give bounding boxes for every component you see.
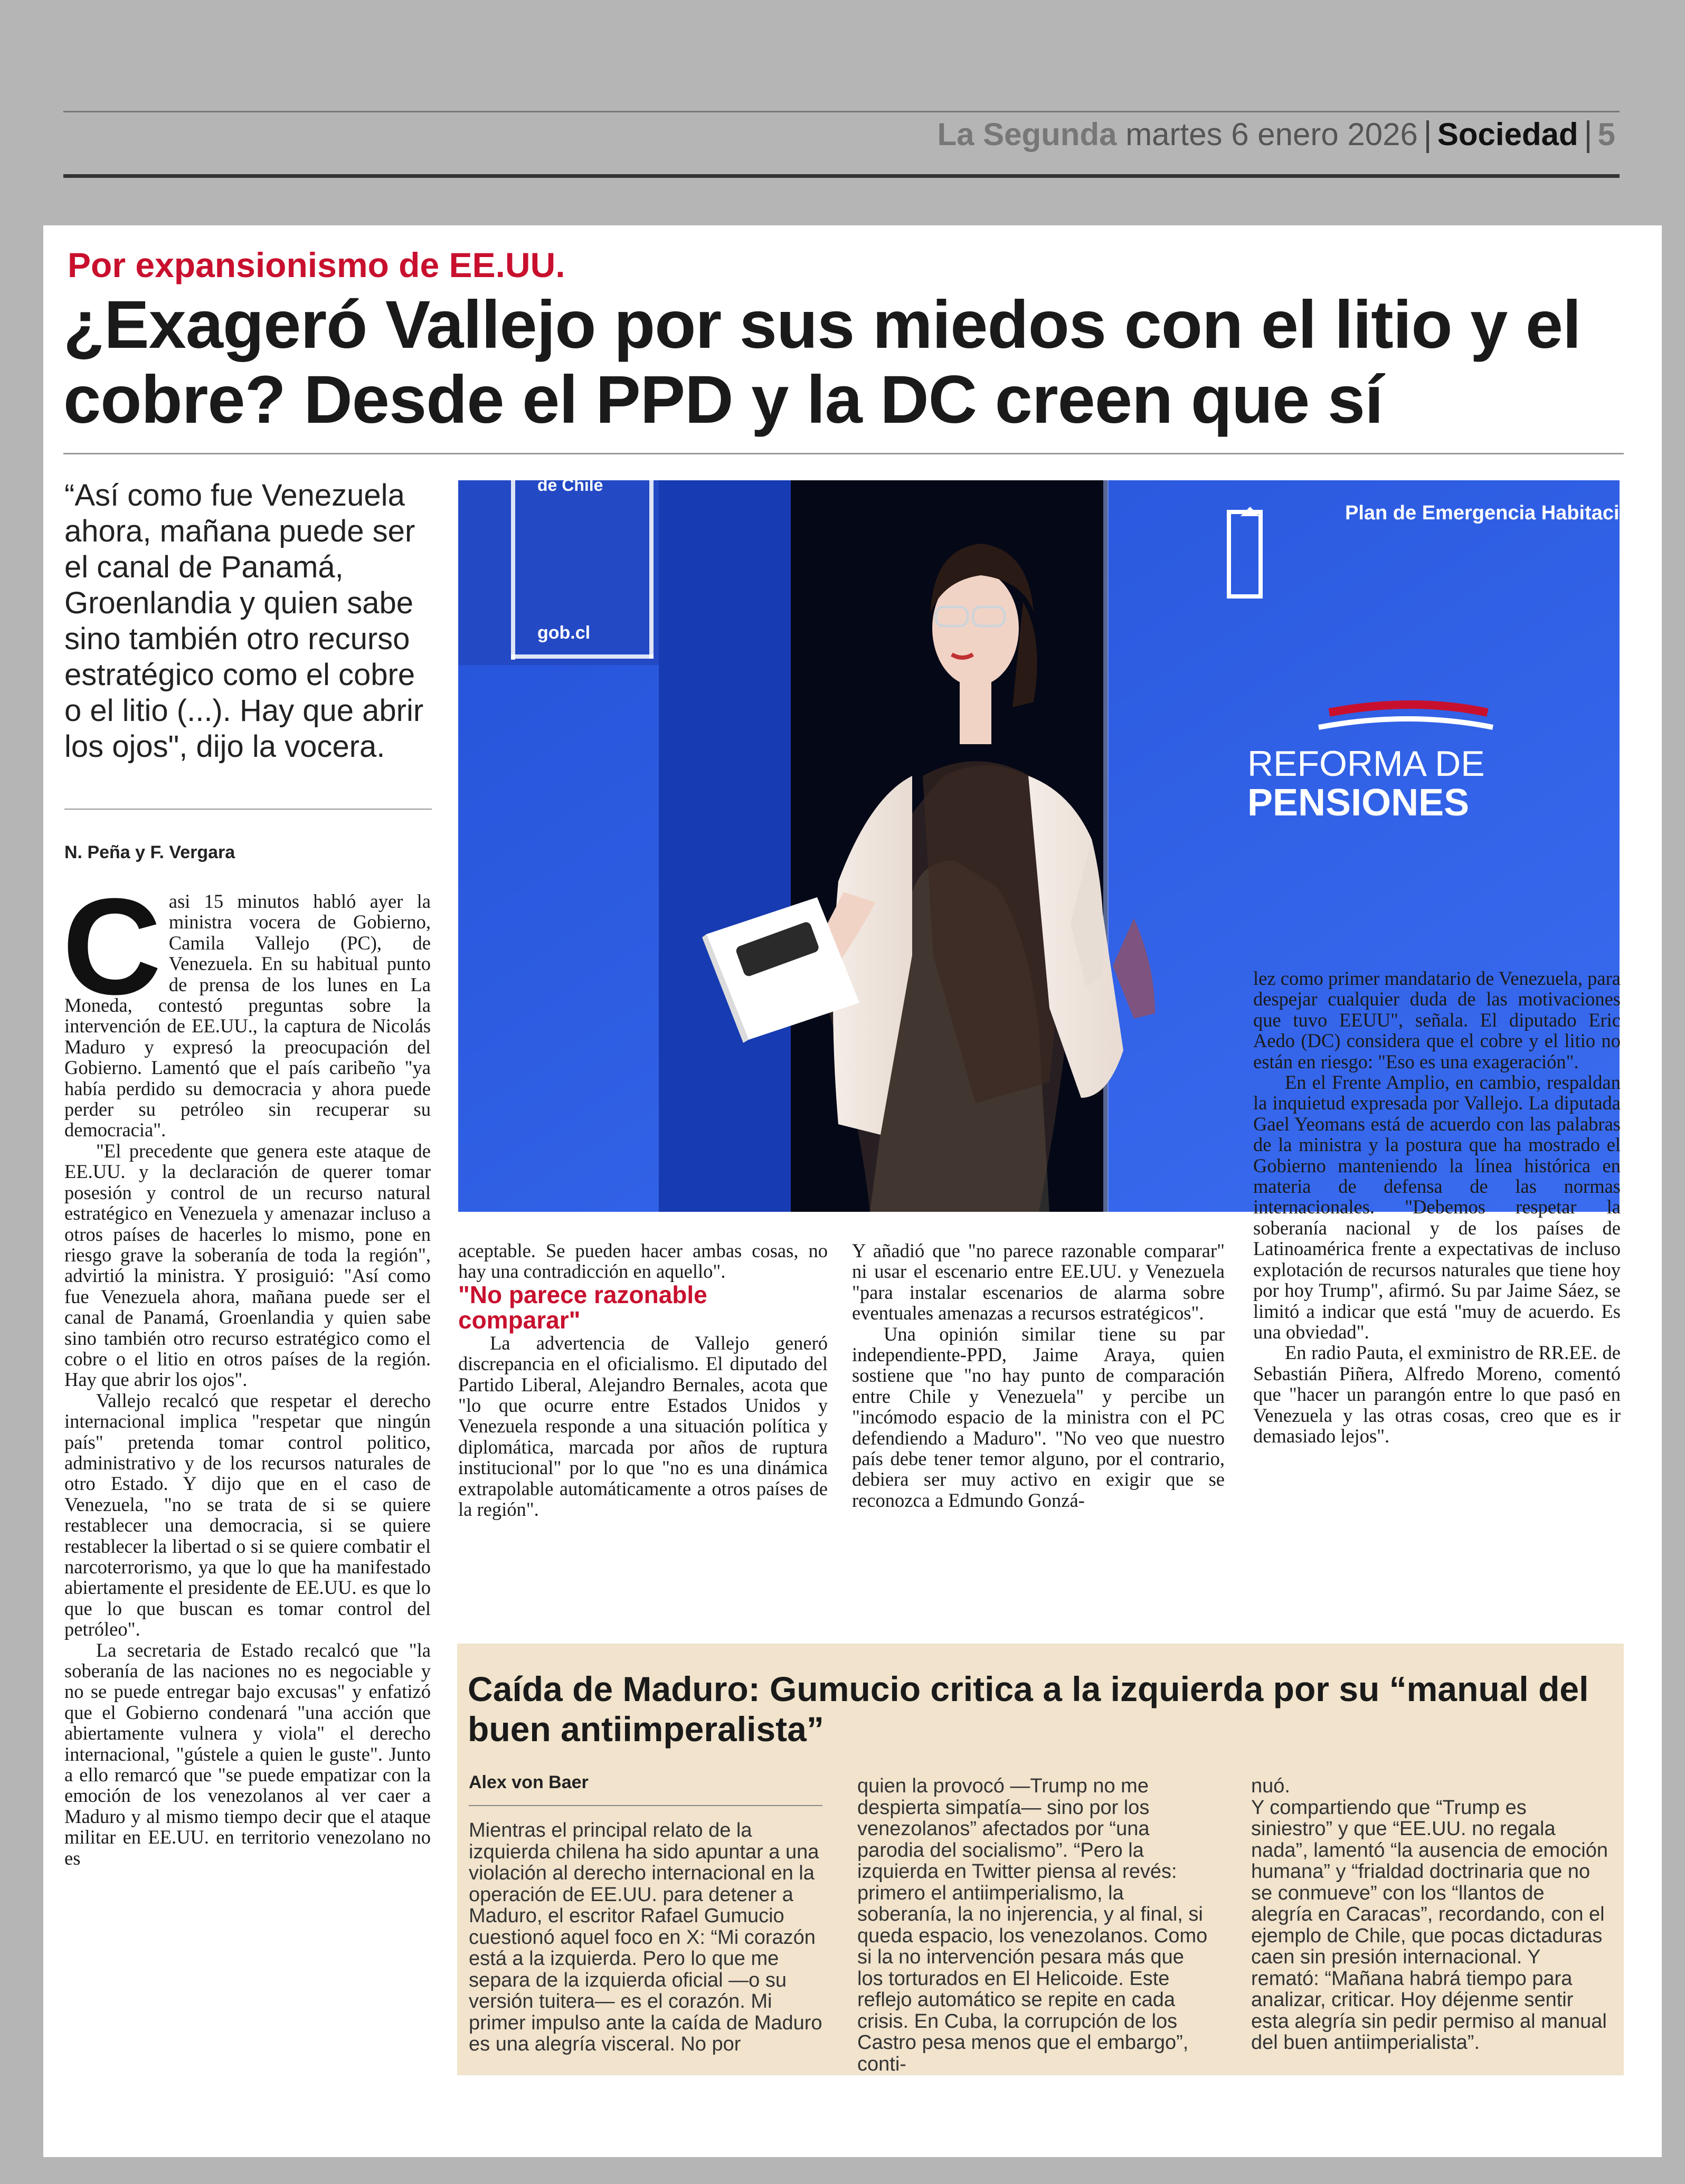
article-headline: ¿Exageró Vallejo por sus miedos con el litio y el cobre? Desde el PPD y la DC creen que sí <box>63 287 1581 438</box>
article-kicker: Por expansionismo de EE.UU. <box>68 245 565 284</box>
drop-cap: C <box>62 870 162 1023</box>
photo-reforma-line1: REFORMA DE <box>1247 744 1485 784</box>
body-paragraph: lez como primer mandatario de Venezuela, para despejar cualquier duda de las motivaciones que tuvo EEUU", señala. El diputado Eric Aedo (DC) considera que el cobre y el litio no están en riesgo: "Eso es una exageración". <box>1253 967 1621 1072</box>
sidebar-title: Caída de Maduro: Gumucio critica a la izquierda por su “manual del buen antiimperalista” <box>468 1669 1589 1749</box>
body-paragraph: Y añadió que "no parece razonable comparar" ni usar el escenario entre EE.UU. y Venezuela "para instalar escenarios de alarma sobre eventuales amenazas a recursos estratégicos". <box>852 1240 1225 1324</box>
headline-divider <box>63 453 1624 454</box>
body-paragraph: La advertencia de Vallejo generó discrepancia en el oficialismo. El diputado del Partido Liberal, Alejandro Bernales, acota que "lo que ocurre entre Estados Unidos y Venezuela responde a una situación política y diplomática, marcada por años de ruptura institucional" por lo que "no es una dinámica extrapolable automáticamente a otros países de la región". <box>458 1332 828 1521</box>
newspaper-name: La Segunda <box>937 117 1117 152</box>
sidebar-paragraph: Y compartiendo que “Trump es siniestro” y que “EE.UU. no regala nada”, lamentó “la ausencia de emoción humana” y “frialdad doctrinaria que no se conmueve” con los “llantos de alegría en Caracas”, recordando, con el ejemplo de Chile, que pocas dictaduras caen sin presión internacional. Y remató: “Mañana habrá tiempo para analizar, criticar. Hoy déjenme sentir esta alegría sin pedir permiso al manual del buen antiimperialista”. <box>1251 1796 1608 2054</box>
section-name: Sociedad <box>1437 117 1578 152</box>
issue-date: martes 6 enero 2026 <box>1125 117 1418 152</box>
masthead-separator <box>1426 120 1429 153</box>
masthead-separator <box>1587 120 1589 153</box>
sidebar-column-1 <box>469 1820 826 2055</box>
article-column-4 <box>1253 968 1621 1446</box>
photo-plan-title: Plan de Emergencia Habitacional <box>1345 502 1661 524</box>
body-paragraph: Una opinión similar tiene su par independiente-PPD, Jaime Araya, quien sostiene que "no hay punto de comparación entre Chile y Venezuela" y percibe un "incómodo espacio de la ministra con el PC defendiendo a Maduro". "No veo que nuestro país debe tener temor alguno, por el contrario, debiera ser muy activo en exigir que se reconozca a Edmundo Gonzá- <box>852 1323 1225 1511</box>
sidebar-byline-divider <box>469 1805 822 1806</box>
pull-quote: “Así como fue Venezuela ahora, mañana puede ser el canal de Panamá, Groenlandia y quien sabe sino también otro recurso estratégico como el cobre o el litio (...). Hay que abrir los ojos", dijo la vocera. <box>64 478 424 764</box>
article-subhead: "No parece razonable comparar" <box>458 1280 707 1334</box>
photo-wall-gob-text: gob.cl <box>537 623 591 643</box>
article-column-2 <box>458 1240 828 1520</box>
sidebar-column-3 <box>1251 1775 1608 2054</box>
body-paragraph: aceptable. Se pueden hacer ambas cosas, no hay una contradicción en aquello". <box>458 1240 828 1283</box>
article-byline: N. Peña y F. Vergara <box>64 842 235 862</box>
pullquote-divider <box>64 809 432 810</box>
body-paragraph: La secretaria de Estado recalcó que "la soberanía de las naciones no es negociable y no se puede entregar bajo excusas" y enfatizó que el Gobierno condenará "una acción que abiertamente vulnera y viola" el derecho internacional, "gústele a quien le guste". Junto a ello remarcó que "se puede empatizar con la emoción de los venezolanos al ver caer a Maduro y al mismo tiempo decir que el ataque militar en EE.UU. en territorio venezolano no es <box>64 1639 431 1869</box>
body-paragraph: "El precedente que genera este ataque de EE.UU. y la declaración de querer tomar posesión y control de un recurso natural estratégico en Venezuela y amenazar incluso a otros países de hacerles lo mismo, pone en riesgo grave la soberanía de toda la región", advirtió la ministra. Y prosiguió: "Así como fue Venezuela ahora, mañana puede ser el canal de Panamá, Groenlandia y quien sabe sino también otro recurso estratégico como el cobre o el litio en otros países de la región. Hay que abrir los ojos". <box>64 1140 431 1391</box>
masthead-top-rule <box>63 111 1620 112</box>
body-paragraph: En radio Pauta, el exministro de RR.EE. de Sebastián Piñera, Alfredo Moreno, comentó que "hacer un parangón entre lo que pasó en Venezuela y las otras cosas, creo que es ir demasiado lejos". <box>1253 1342 1621 1447</box>
sidebar-byline: Alex von Baer <box>469 1772 589 1792</box>
article-column-3 <box>852 1240 1225 1511</box>
page-number: 5 <box>1597 117 1615 152</box>
photo-reforma-line2: PENSIONES <box>1247 782 1470 824</box>
photo-wall-small-text: de Chile <box>537 476 603 495</box>
masthead-bottom-rule <box>63 174 1620 178</box>
sidebar-paragraph: nuó. <box>1251 1775 1290 1797</box>
article-column-1 <box>62 870 431 1869</box>
masthead <box>63 116 1615 153</box>
sidebar-paragraph: Mientras el principal relato de la izquierda chilena ha sido apuntar a una violación al derecho internacional en la operación de EE.UU. para detener a Maduro, el escritor Rafael Gumucio cuestionó aquel foco en X: “Mi corazón está a la izquierda. Pero lo que me separa de la izquierda oficial —o su versión tuitera— es el corazón. Mi primer impulso ante la caída de Maduro es una alegría visceral. No por <box>469 1819 822 2055</box>
sidebar-paragraph: quien la provocó —Trump no me despierta simpatía— sino por los venezolanos” afectados por “una parodia del socialismo”. “Pero la izquierda en Twitter piensa al revés: primero el antiimperialismo, la soberanía, la no injerencia, y al final, si queda espacio, los venezolanos. Como si la no intervención pesara más que los torturados en El Helicoide. Este reflejo automático se repite en cada crisis. En Cuba, la corrupción de los Castro pesa menos que el embargo”, conti- <box>857 1775 1208 2075</box>
lead-paragraph: Casi 15 minutos habló ayer la ministra vocera de Gobierno, Camila Vallejo (PC), de Venezuela. En su habitual punto de prensa de los lunes en La Moneda, contestó preguntas sobre la intervención de EE.UU., la captura de Nicolás Maduro y expresó la preocupación del Gobierno. Lamentó que el país caribeño "ya había perdido su democracia y ahora puede perder su petróleo sin recuperar su democracia". <box>62 870 431 1141</box>
body-paragraph: Vallejo recalcó que respetar el derecho internacional implica "respetar que ningún país" pretenda tomar control politico, administrativo y de los recursos naturales de otro Estado. Y dijo que en el caso de Venezuela, "no se trata de si se quiere restablecer una democracia, si se quiere restablecer la libertad o si se quiere combatir el narcoterrorismo, ya que lo que ha manifestado abiertamente el presidente de EE.UU. es que lo que lo que buscan es tomar control del petróleo". <box>64 1389 431 1640</box>
body-paragraph: En el Frente Amplio, en cambio, respaldan la inquietud expresada por Vallejo. La diputada Gael Yeomans está de acuerdo con las palabras de la ministra y la postura que ha mostrado el Gobierno manteniendo la línea histórica en materia de defensa de las normas internacionales. "Debemos respetar la soberanía nacional y de los países de Latinoamérica frente a expectativas de incluso explotación de recursos naturales que tiene hoy por hoy Trump", afirmó. Su par Jaime Sáez, se limitó a indicar que está "muy de acuerdo. Es una obviedad". <box>1253 1071 1621 1343</box>
sidebar-column-2 <box>857 1775 1212 2075</box>
